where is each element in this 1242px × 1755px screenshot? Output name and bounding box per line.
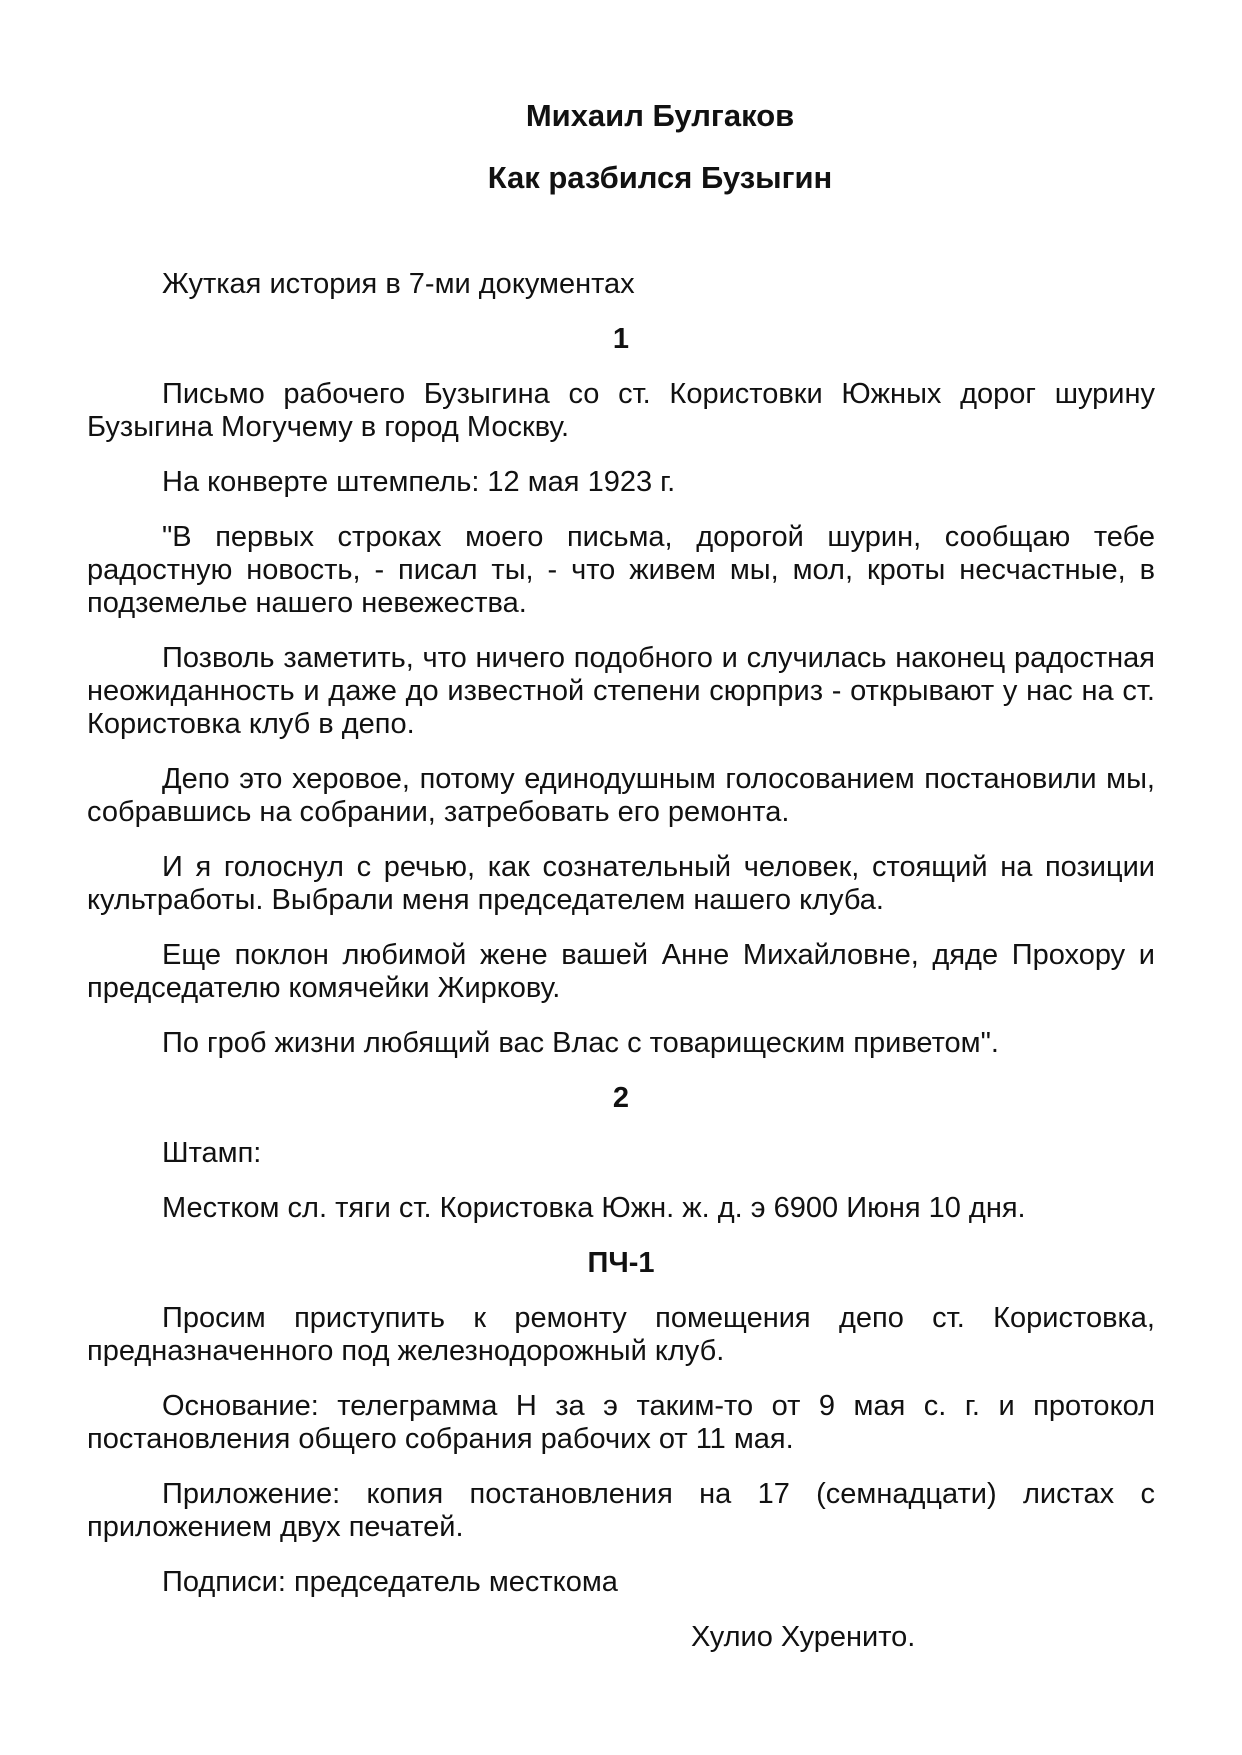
paragraph: Письмо рабочего Бузыгина со ст. Користовки Южных дорог шурину Бузыгина Могучему в город Москву. (87, 378, 1155, 443)
paragraph: Еще поклон любимой жене вашей Анне Михайловне, дяде Прохору и председателю комячейки Жиркову. (87, 939, 1155, 1004)
document-code: ПЧ-1 (587, 1247, 655, 1279)
signatory-name: Хулио Хуренито. (691, 1621, 916, 1653)
title-heading: Как разбился Бузыгин (487, 160, 833, 195)
paragraph: Приложение: копия постановления на 17 (семнадцати) листах с приложением двух печатей. (87, 1478, 1155, 1543)
paragraph: Просим приступить к ремонту помещения депо ст. Користовка, предназначенного под железнодорожный клуб. (87, 1302, 1155, 1367)
signatures-label: Подписи: председатель месткома (162, 1566, 618, 1598)
paragraph: Основание: телеграмма Н за э таким-то от 9 мая с. г. и протокол постановления общего собрания рабочих от 11 мая. (87, 1390, 1155, 1455)
author-heading: Михаил Булгаков (525, 98, 795, 133)
paragraph: Депо это херовое, потому единодушным голосованием постановили мы, собравшись на собрании, затребовать его ремонта. (87, 763, 1155, 828)
document-body (87, 268, 1155, 1654)
stamp-label: Штамп: (162, 1137, 262, 1169)
stamp-text: Местком сл. тяги ст. Користовка Южн. ж. д. э 6900 Июня 10 дня. (162, 1192, 1026, 1224)
section-number-1: 1 (612, 323, 630, 355)
paragraph: И я голоснул с речью, как сознательный человек, стоящий на позиции культработы. Выбрали меня председателем нашего клуба. (87, 851, 1155, 916)
section-number-2: 2 (612, 1082, 630, 1114)
paragraph: "В первых строках моего письма, дорогой шурин, сообщаю тебе радостную новость, - писал ты, - что живем мы, мол, кроты несчастные, в подземелье нашего невежества. (87, 521, 1155, 619)
subtitle: Жуткая история в 7-ми документах (162, 268, 635, 300)
paragraph: По гроб жизни любящий вас Влас с товарищеским приветом". (162, 1027, 999, 1059)
paragraph: Позволь заметить, что ничего подобного и случилась наконец радостная неожиданность и даже до известной степени сюрприз - открывают у нас на ст. Користовка клуб в депо. (87, 642, 1155, 740)
paragraph: На конверте штемпель: 12 мая 1923 г. (162, 466, 676, 498)
